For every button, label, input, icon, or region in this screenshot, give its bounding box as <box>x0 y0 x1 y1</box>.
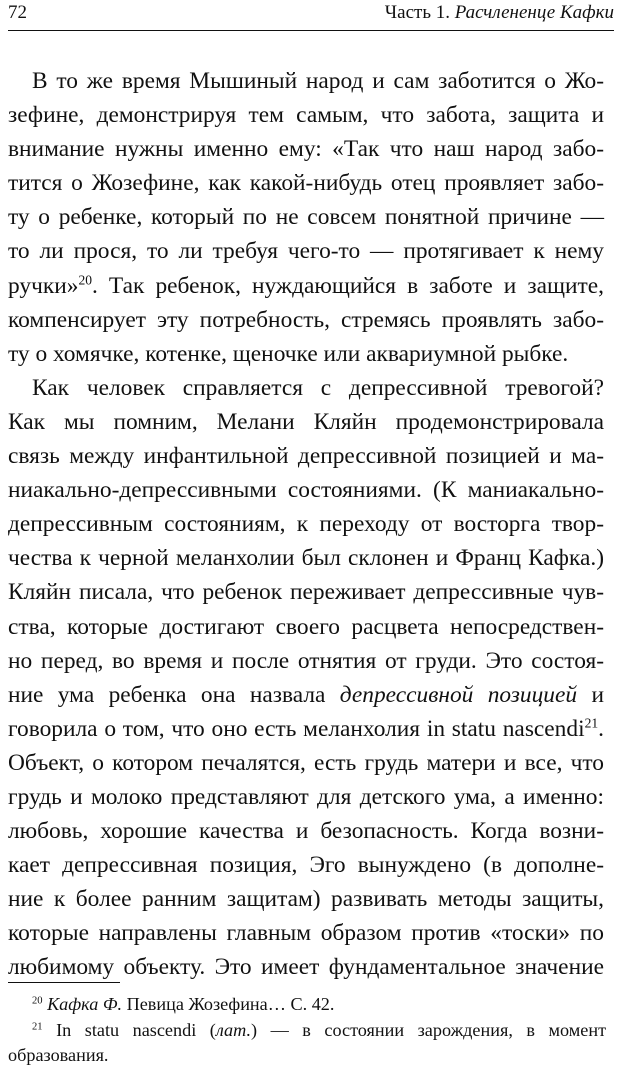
text-line: но перед, во время и после отнятия от груди. Это состоя- <box>8 647 604 674</box>
text-line <box>8 269 604 303</box>
text-line: любимому объекту. Это имеет фундаментальное значение <box>8 954 604 981</box>
footnote-marker: 21 <box>32 1020 43 1032</box>
part-label: Часть 1. <box>384 2 450 23</box>
footnote-marker: 20 <box>32 995 43 1007</box>
text-fragment: . <box>598 715 604 742</box>
text-line: Кляйн писала, что ребенок переживает депрессивные чув- <box>8 579 604 606</box>
footnotes <box>8 992 606 1069</box>
footnote-21-continuation: образования. <box>8 1045 109 1065</box>
text-line: ние к более ранним защитам) развивать методы защиты, <box>8 886 604 913</box>
text-line: то ли прося, то ли требуя чего-то — протягивает к нему <box>8 238 604 265</box>
text-fragment: говорила о том, что оно есть меланхолия in statu nascendi <box>8 715 585 742</box>
footnote-text: ) — в состоянии зарождения, в момент <box>251 1019 607 1040</box>
text-fragment: . Так ребенок, нуждающийся в заботе и защите, <box>92 272 604 299</box>
text-fragment: ние ума ребенка она назвала <box>8 681 326 708</box>
text-line <box>8 712 604 746</box>
footnote-lang: лат. <box>215 1019 251 1040</box>
text-line: компенсирует эту потребность, стремясь проявлять забо- <box>8 306 604 333</box>
footnote-ref: 21 <box>584 715 599 731</box>
text-line: тится о Жозефине, как какой-нибудь отец проявляет забо- <box>8 170 604 197</box>
text-line: ства, которые достигают своего расцвета непосредствен- <box>8 613 604 640</box>
text-line <box>8 678 604 712</box>
running-head <box>385 2 614 24</box>
text-line: депрессивным состояниям, к переходу от восторга твор- <box>8 511 604 538</box>
text-line: ниакально-депрессивными состояниями. (К маниакально- <box>8 477 604 504</box>
text-line: грудь и молоко представляют для детского ума, а именно: <box>8 783 604 810</box>
footnote-author: Кафка Ф. <box>47 994 123 1014</box>
text-line: Объект, о котором печалятся, есть грудь матери и все, что <box>8 749 604 776</box>
page-number: 72 <box>8 2 27 23</box>
text-line: Как мы помним, Мелани Кляйн продемонстрировала <box>8 408 604 435</box>
text-line: В то же время Мышиный народ и сам заботится о Жо- <box>32 68 604 94</box>
text-line: зефине, демонстрируя тем самым, что забота, защита и <box>8 102 604 129</box>
text-fragment: и <box>591 681 604 708</box>
part-title: Расчлененце Кафки <box>454 2 614 23</box>
text-line: которые направлены главным образом против «тоски» по <box>8 920 604 947</box>
footnote-divider <box>8 982 120 983</box>
text-line: чества к черной меланхолии был склонен и Франц Кафка.) <box>8 545 604 572</box>
footnote-20 <box>8 992 606 1018</box>
body-text <box>8 64 604 985</box>
footnote-paren: ( <box>209 1019 216 1040</box>
text-line: кает депрессивная позиция, Эго вынуждено (в дополне- <box>8 852 604 879</box>
text-line: внимание нужны именно ему: «Так что наш народ забо- <box>8 136 604 163</box>
italic-term: депрессивной позицией <box>339 681 578 708</box>
footnote-text: Певица Жозефина… С. 42. <box>126 994 335 1014</box>
footnote-21 <box>8 1018 606 1044</box>
text-line: связь между инфантильной депрессивной позицией и ма- <box>8 443 604 470</box>
text-line: ту о хомячке, котенке, щеночке или аквариумной рыбке. <box>8 340 569 367</box>
text-line: Как человек справляется с депрессивной тревогой? <box>32 374 604 401</box>
text-line: любовь, хорошие качества и безопасность. Когда возни- <box>8 818 604 845</box>
running-header <box>8 0 614 31</box>
text-fragment: ручки» <box>8 272 79 299</box>
footnote-ref: 20 <box>78 272 92 288</box>
footnote-term: In statu nascendi <box>56 1019 197 1040</box>
text-line: ту о ребенке, который по не совсем понятной причине — <box>8 204 604 231</box>
